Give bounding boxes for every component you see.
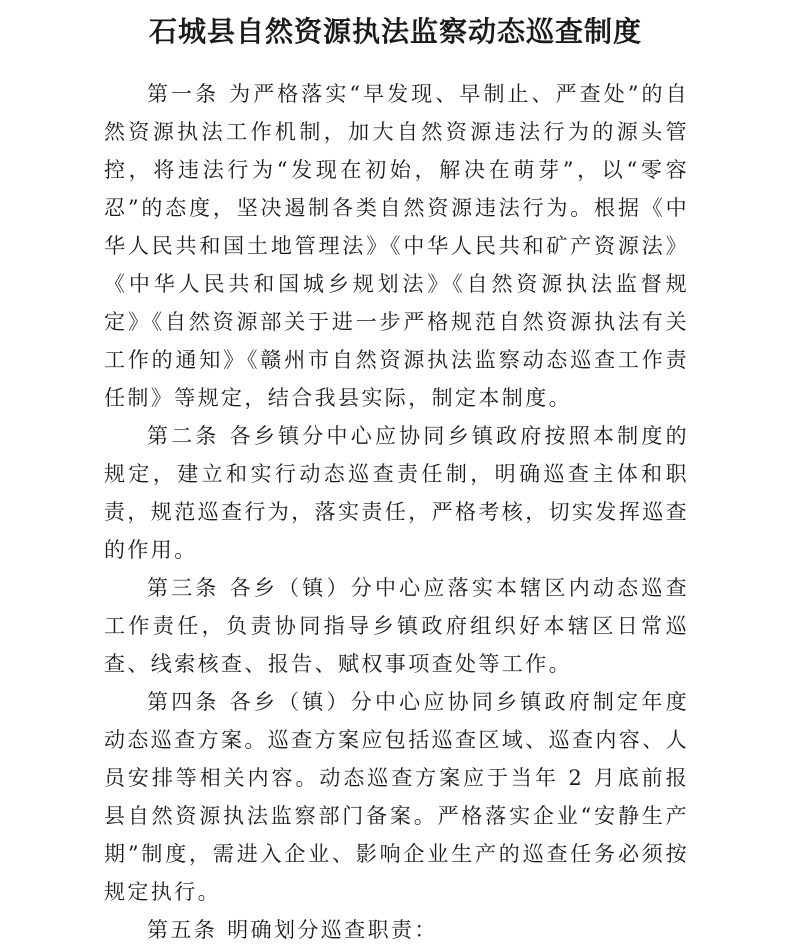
article-text: 为严格落实“早发现、早制止、严查处”的自然资源执法工作机制，加大自然资源违法行为的源头管控，将违法行为“发现在初始，解决在萌芽”，以“零容忍”的态度，坚决遏制各类自然资源违法行为。根据《中华人民共和国土地管理法》《中华人民共和矿产资源法》《中华人民共和国城乡规划法》《自然资源执法监督规定》《自然资源部关于进一步严格规范自然资源执法有关工作的通知》《赣州市自然资源执法监察动态巡查工作责任制》等规定，结合我县实际，制定本制度。 bbox=[104, 82, 689, 410]
article-1 bbox=[104, 75, 689, 417]
article-number: 第五条 bbox=[147, 918, 218, 942]
article-number: 第三条 bbox=[147, 576, 220, 600]
article-5 bbox=[104, 911, 689, 949]
article-text: 各乡（镇）分中心应协同乡镇政府制定年度动态巡查方案。巡查方案应包括巡查区域、巡查内容、人员安排等相关内容。动态巡查方案应于当年 2 月底前报县自然资源执法监察部门备案。严格落实企业“安静生产期”制度，需进入企业、影响企业生产的巡查任务必须按规定执行。 bbox=[104, 690, 689, 904]
article-text: 各乡镇分中心应协同乡镇政府按照本制度的规定，建立和实行动态巡查责任制，明确巡查主体和职责，规范巡查行为，落实责任，严格考核，切实发挥巡查的作用。 bbox=[104, 424, 689, 562]
article-4 bbox=[104, 683, 689, 911]
article-number: 第一条 bbox=[147, 82, 220, 106]
article-2 bbox=[104, 417, 689, 569]
article-text: 明确划分巡查职责： bbox=[227, 918, 438, 942]
article-3 bbox=[104, 569, 689, 683]
article-text: 各乡（镇）分中心应落实本辖区内动态巡查工作责任，负责协同指导乡镇政府组织好本辖区日常巡查、线索核查、报告、赋权事项查处等工作。 bbox=[104, 576, 689, 676]
article-number: 第二条 bbox=[147, 424, 220, 448]
document-title: 石城县自然资源执法监察动态巡查制度 bbox=[148, 15, 642, 48]
article-number: 第四条 bbox=[147, 690, 220, 714]
document-body bbox=[104, 75, 689, 949]
